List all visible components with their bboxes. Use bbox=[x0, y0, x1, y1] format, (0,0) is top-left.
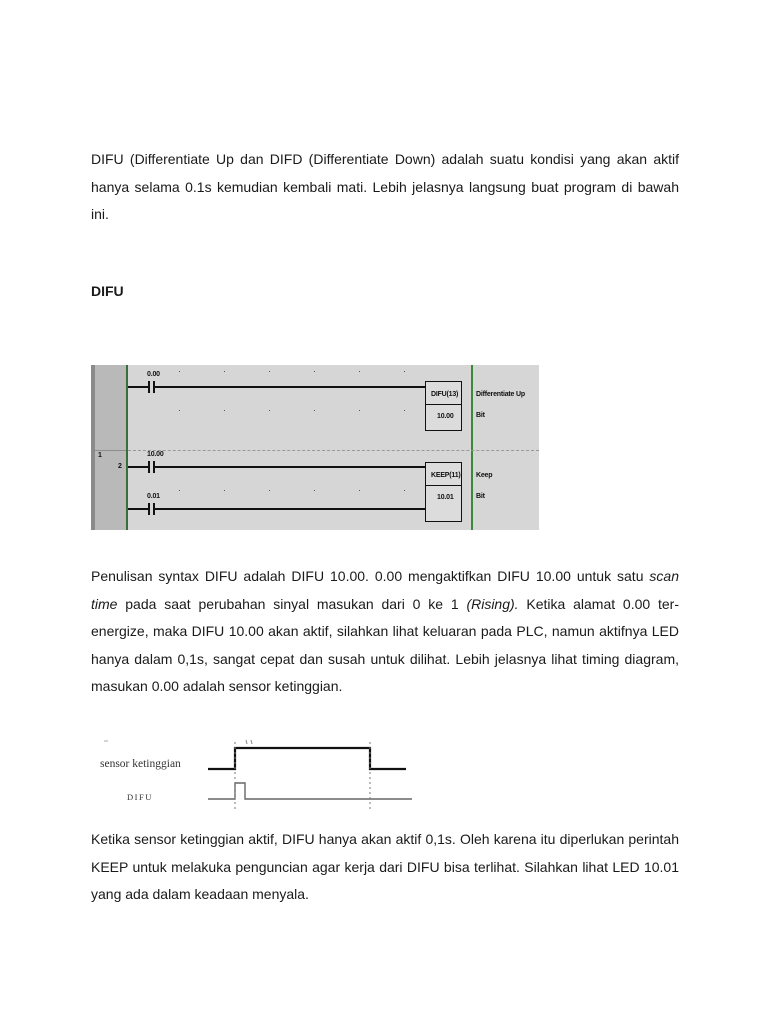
rung2-wire-right bbox=[154, 466, 426, 468]
keep-comment-sub: Bit bbox=[476, 493, 485, 500]
difu-operand: 10.00 bbox=[437, 413, 454, 420]
section-heading: DIFU bbox=[91, 283, 124, 299]
rung2-contact2-address: 0.01 bbox=[147, 493, 160, 500]
intro-paragraph: DIFU (Differentiate Up dan DIFD (Differentiate Down) adalah suatu kondisi yang akan aktif hanya selama 0.1s kemudian kembali mati. Lebih jelasnya langsung buat program di bawah ini. bbox=[91, 151, 679, 222]
rung1-wire-left bbox=[128, 386, 148, 388]
syntax-text-1: Penulisan syntax DIFU adalah DIFU 10.00. 0.00 mengaktifkan DIFU 10.00 untuk satu bbox=[91, 568, 650, 584]
keep-instruction-block bbox=[425, 462, 462, 522]
rung-separator bbox=[95, 450, 126, 451]
left-power-rail bbox=[126, 365, 128, 530]
syntax-text-2: pada saat perubahan sinyal masukan dari 0 ke 1 bbox=[117, 595, 467, 612]
rung-divider bbox=[128, 450, 539, 451]
rung2-contact1-address: 10.00 bbox=[147, 451, 164, 458]
syntax-text-3: Ketika alamat 0.00 ter-energize, maka DIFU 10.00 akan aktif, silahkan lihat keluaran pada PLC, namun aktifnya LED hanya dalam 0,1s, sangat cepat dan susah untuk dilihat. Lebih jelasnya lihat timing diagram, masukan 0.00 adalah sensor ketinggian. bbox=[91, 595, 679, 694]
difu-instruction-block bbox=[425, 381, 462, 431]
rung1-wire-right bbox=[154, 386, 426, 388]
difu-instruction-label: DIFU(13) bbox=[431, 391, 459, 398]
keep-instruction-label: KEEP(11) bbox=[431, 472, 461, 479]
keep-comment: Keep bbox=[476, 472, 493, 479]
rung2b-wire-left bbox=[128, 508, 148, 510]
rung2-number: 1 bbox=[98, 452, 102, 459]
scan-time-term: scan time bbox=[91, 568, 679, 612]
rising-term: (Rising). bbox=[466, 595, 519, 612]
sensor-signal-label: sensor ketinggian bbox=[100, 758, 181, 770]
difu-waveform bbox=[208, 783, 412, 799]
sensor-waveform bbox=[208, 748, 406, 769]
contact-bar-icon bbox=[148, 461, 150, 473]
rung-number-column bbox=[95, 365, 126, 530]
rung1-contact-address: 0.00 bbox=[147, 371, 160, 378]
contact-bar-icon bbox=[148, 381, 150, 393]
difu-comment-sub: Bit bbox=[476, 412, 485, 419]
keep-paragraph: Ketika sensor ketinggian aktif, DIFU hanya akan aktif 0,1s. Oleh karena itu diperlukan perintah KEEP untuk melakuka penguncian agar kerja dari DIFU bisa terlihat. Silahkan lihat LED 10.01 yang ada dalam keadaan menyala. bbox=[91, 831, 679, 902]
timing-diagram bbox=[96, 738, 426, 810]
keep-operand: 10.01 bbox=[437, 494, 454, 501]
right-power-rail bbox=[471, 365, 473, 530]
difu-signal-label: DIFU bbox=[127, 792, 153, 802]
timing-waveforms bbox=[96, 738, 426, 810]
ladder-diagram bbox=[91, 365, 539, 530]
rung2-wire-left bbox=[128, 466, 148, 468]
rung2-step: 2 bbox=[118, 463, 122, 470]
syntax-paragraph bbox=[91, 563, 679, 701]
contact-bar-icon bbox=[148, 503, 150, 515]
difu-comment: Differentiate Up bbox=[476, 391, 525, 398]
rung2b-wire-right bbox=[154, 508, 426, 510]
